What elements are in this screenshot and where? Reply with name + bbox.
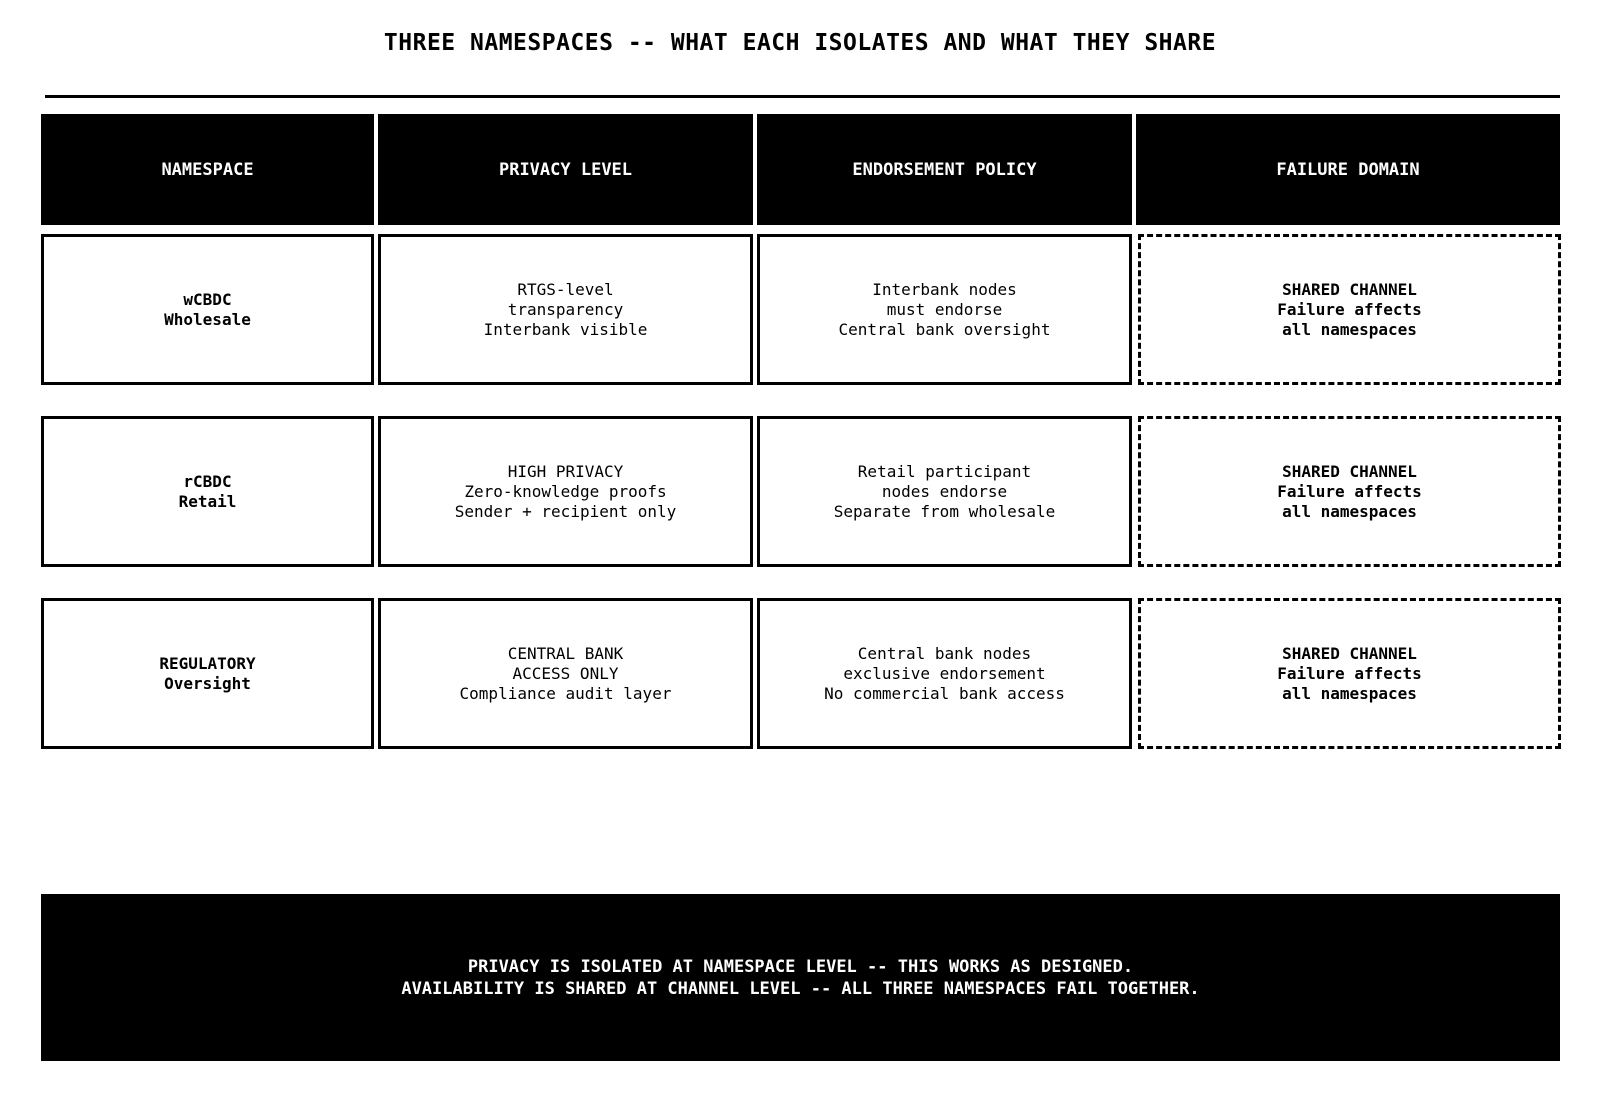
failure-line: Failure affects bbox=[1277, 663, 1422, 683]
endorsement-cell-wcbdc bbox=[757, 234, 1132, 385]
endorsement-line: nodes endorse bbox=[881, 481, 1008, 501]
privacy-line: ACCESS ONLY bbox=[512, 663, 619, 683]
endorsement-line: Retail participant bbox=[857, 461, 1032, 481]
failure-cell-rcbdc bbox=[1138, 416, 1561, 567]
endorsement-line: Interbank nodes bbox=[872, 279, 1017, 299]
diagram-title: THREE NAMESPACES -- WHAT EACH ISOLATES AND WHAT THEY SHARE bbox=[383, 30, 1217, 56]
namespace-name: wCBDC bbox=[183, 289, 232, 309]
privacy-cell-regulatory bbox=[378, 598, 753, 749]
privacy-line: Interbank visible bbox=[483, 319, 648, 339]
failure-line: SHARED CHANNEL bbox=[1282, 643, 1417, 663]
namespace-cell-regulatory bbox=[41, 598, 374, 749]
privacy-cell-rcbdc bbox=[378, 416, 753, 567]
privacy-line: Compliance audit layer bbox=[459, 683, 672, 703]
summary-line-privacy: PRIVACY IS ISOLATED AT NAMESPACE LEVEL -- THIS WORKS AS DESIGNED. bbox=[467, 956, 1134, 977]
failure-line: all namespaces bbox=[1282, 319, 1417, 339]
header-namespace: NAMESPACE bbox=[41, 114, 374, 225]
failure-line: Failure affects bbox=[1277, 481, 1422, 501]
failure-line: all namespaces bbox=[1282, 683, 1417, 703]
privacy-line: Sender + recipient only bbox=[454, 501, 677, 521]
namespace-name: REGULATORY bbox=[159, 653, 256, 673]
privacy-line: CENTRAL BANK bbox=[507, 643, 624, 663]
summary-line-availability: AVAILABILITY IS SHARED AT CHANNEL LEVEL -- ALL THREE NAMESPACES FAIL TOGETHER. bbox=[401, 978, 1200, 999]
privacy-line: transparency bbox=[507, 299, 624, 319]
namespace-type: Wholesale bbox=[164, 309, 251, 329]
privacy-line: Zero-knowledge proofs bbox=[464, 481, 667, 501]
summary-banner bbox=[41, 894, 1560, 1061]
endorsement-line: No commercial bank access bbox=[824, 683, 1065, 703]
endorsement-line: Central bank oversight bbox=[838, 319, 1051, 339]
endorsement-line: exclusive endorsement bbox=[843, 663, 1046, 683]
endorsement-line: must endorse bbox=[886, 299, 1003, 319]
failure-cell-wcbdc bbox=[1138, 234, 1561, 385]
endorsement-cell-regulatory bbox=[757, 598, 1132, 749]
endorsement-cell-rcbdc bbox=[757, 416, 1132, 567]
endorsement-line: Central bank nodes bbox=[857, 643, 1032, 663]
failure-cell-regulatory bbox=[1138, 598, 1561, 749]
namespace-type: Retail bbox=[178, 491, 237, 511]
failure-line: SHARED CHANNEL bbox=[1282, 461, 1417, 481]
privacy-cell-wcbdc bbox=[378, 234, 753, 385]
privacy-line: RTGS-level bbox=[517, 279, 614, 299]
namespace-type: Oversight bbox=[164, 673, 251, 693]
title-divider bbox=[45, 95, 1560, 98]
namespace-cell-wcbdc bbox=[41, 234, 374, 385]
privacy-line: HIGH PRIVACY bbox=[507, 461, 624, 481]
failure-line: all namespaces bbox=[1282, 501, 1417, 521]
namespace-cell-rcbdc bbox=[41, 416, 374, 567]
endorsement-line: Separate from wholesale bbox=[833, 501, 1056, 521]
header-failure-domain: FAILURE DOMAIN bbox=[1136, 114, 1560, 225]
failure-line: Failure affects bbox=[1277, 299, 1422, 319]
namespace-name: rCBDC bbox=[183, 471, 232, 491]
header-privacy-level: PRIVACY LEVEL bbox=[378, 114, 753, 225]
failure-line: SHARED CHANNEL bbox=[1282, 279, 1417, 299]
header-endorsement-policy: ENDORSEMENT POLICY bbox=[757, 114, 1132, 225]
